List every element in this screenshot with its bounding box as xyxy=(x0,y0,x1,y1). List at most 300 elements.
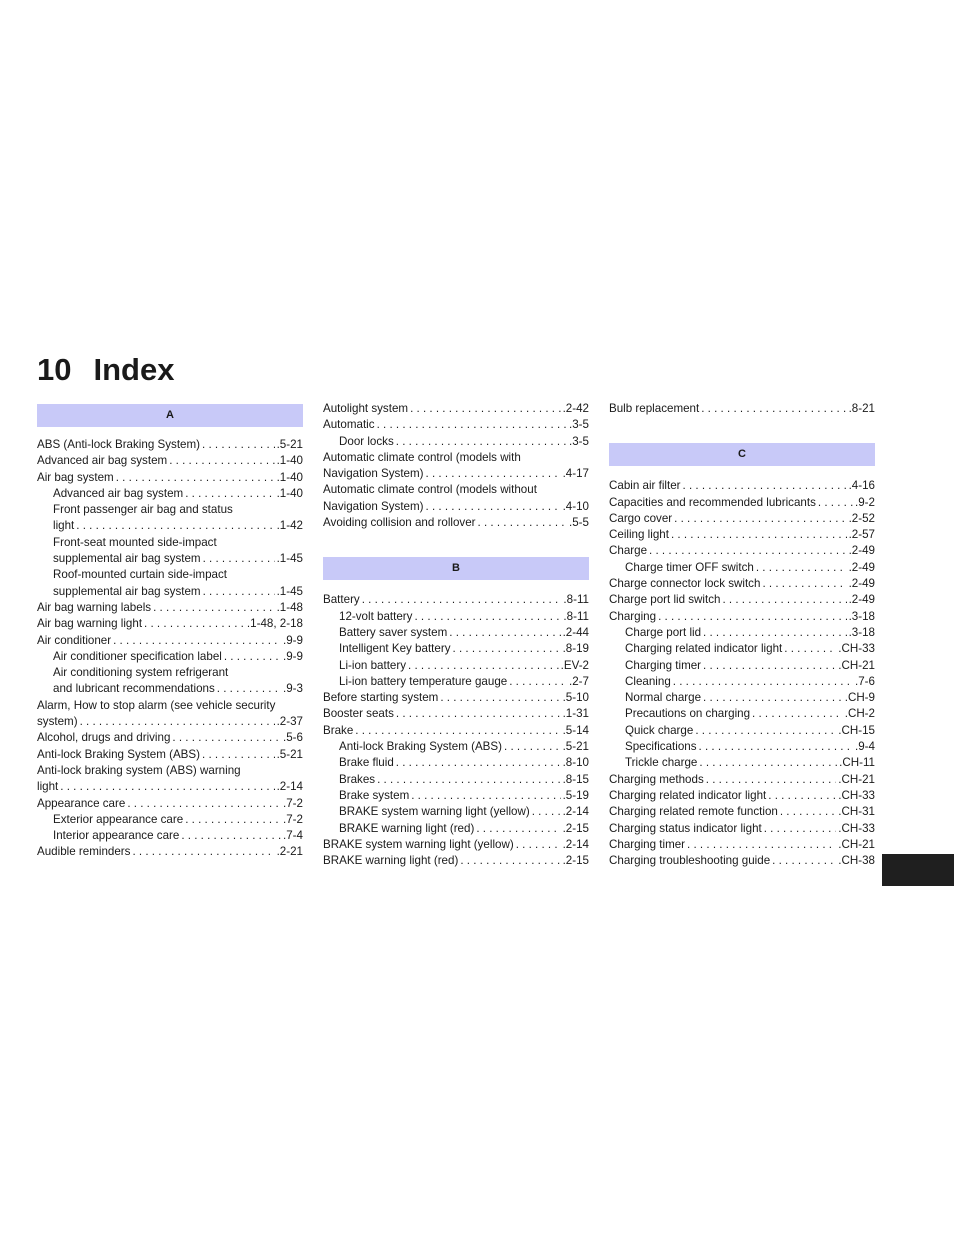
index-entry xyxy=(609,821,875,837)
dot-leader xyxy=(818,495,853,511)
page-reference: .8-19 xyxy=(562,642,589,656)
index-term: Brake xyxy=(323,723,354,737)
index-subentry xyxy=(37,502,303,535)
page-reference: .3-18 xyxy=(848,625,875,639)
index-entry xyxy=(609,495,875,511)
dot-leader xyxy=(449,625,560,641)
dot-leader xyxy=(703,690,843,706)
index-entry-line xyxy=(625,706,875,722)
page-reference: .1-40 xyxy=(276,486,303,500)
page-reference: .9-2 xyxy=(855,495,875,509)
index-entry xyxy=(37,437,303,453)
index-subentry xyxy=(609,658,875,674)
chapter-number: 10 xyxy=(37,352,72,387)
index-entry xyxy=(323,592,589,608)
dot-leader xyxy=(172,730,281,746)
page-reference: .4-17 xyxy=(562,467,589,481)
index-term: Battery saver system xyxy=(339,625,448,639)
index-term: Charging related remote function xyxy=(609,805,778,819)
page-reference: .5-14 xyxy=(562,723,589,737)
index-subentry xyxy=(37,665,303,698)
dot-leader xyxy=(202,437,275,453)
index-term: Booster seats xyxy=(323,707,394,721)
dot-leader xyxy=(116,470,275,486)
dot-leader xyxy=(132,844,274,860)
index-term: Appearance care xyxy=(37,796,126,810)
index-entry-line xyxy=(323,723,589,739)
page-reference: .EV-2 xyxy=(560,658,589,672)
index-entry xyxy=(609,804,875,820)
dot-leader xyxy=(504,739,561,755)
page-reference: .3-5 xyxy=(569,418,589,432)
index-term: system) xyxy=(37,715,78,729)
index-term: Bulb replacement xyxy=(609,402,700,415)
dot-leader xyxy=(203,551,275,567)
index-entry xyxy=(37,844,303,860)
index-entry-line xyxy=(339,434,589,450)
dot-leader xyxy=(396,706,561,722)
index-entry-line xyxy=(609,853,875,869)
index-entry xyxy=(609,788,875,804)
index-subentry xyxy=(323,658,589,674)
index-subentry xyxy=(609,723,875,739)
section-gap xyxy=(609,417,875,439)
dot-leader xyxy=(703,658,836,674)
index-subentry xyxy=(609,560,875,576)
dot-leader xyxy=(756,560,847,576)
index-entry-line xyxy=(53,551,303,567)
index-term: Brake fluid xyxy=(339,756,394,770)
section-header: A xyxy=(37,404,303,427)
index-term: supplemental air bag system xyxy=(53,584,201,598)
index-entry xyxy=(609,609,875,625)
index-entry xyxy=(609,592,875,608)
index-entry-line xyxy=(37,796,303,812)
dot-leader xyxy=(532,804,561,820)
page-reference: .4-10 xyxy=(562,499,589,513)
page-reference: .9-4 xyxy=(855,740,875,754)
index-entry-line xyxy=(323,690,589,706)
page-reference: .7-2 xyxy=(283,812,303,826)
index-term: Charging methods xyxy=(609,772,704,786)
index-subentry xyxy=(37,567,303,600)
index-term: Roof-mounted curtain side-impact xyxy=(53,568,227,582)
index-entry-line xyxy=(53,535,303,551)
index-entry-line xyxy=(609,837,875,853)
index-entry-line xyxy=(37,600,303,616)
page-reference: .8-15 xyxy=(562,772,589,786)
dot-leader xyxy=(780,804,836,820)
page-reference: .7-6 xyxy=(855,674,875,688)
index-entry-line xyxy=(339,609,589,625)
index-entry-line xyxy=(339,755,589,771)
page-reference: .1-48 xyxy=(276,600,303,614)
index-entry xyxy=(37,698,303,731)
index-entry-line xyxy=(609,478,875,494)
index-subentry xyxy=(609,690,875,706)
dot-leader xyxy=(217,681,281,697)
page-reference: .2-15 xyxy=(562,854,589,868)
dot-leader xyxy=(706,772,837,788)
index-entry-line xyxy=(609,804,875,820)
index-term: Air bag warning light xyxy=(37,617,143,631)
page-reference: .2-14 xyxy=(562,837,589,851)
dot-leader xyxy=(516,837,561,853)
index-term: Capacities and recommended lubricants xyxy=(609,495,816,509)
dot-leader xyxy=(202,747,275,763)
index-entry-line xyxy=(37,779,303,795)
dot-leader xyxy=(408,658,559,674)
dot-leader xyxy=(453,641,561,657)
dot-leader xyxy=(699,739,853,755)
index-term: Navigation System) xyxy=(323,467,424,481)
index-entry xyxy=(37,616,303,632)
page-reference: .CH-38 xyxy=(838,854,875,868)
index-entry-line xyxy=(339,772,589,788)
index-entry-line xyxy=(625,755,875,771)
page-reference: .3-18 xyxy=(848,609,875,623)
page-reference: .CH-2 xyxy=(844,707,875,721)
page-reference: .2-21 xyxy=(276,845,303,859)
index-entry xyxy=(323,515,589,531)
dot-leader xyxy=(784,641,836,657)
index-term: Charging timer xyxy=(625,658,702,672)
index-term: light xyxy=(53,519,75,533)
index-subentry xyxy=(323,821,589,837)
index-entry-line xyxy=(609,511,875,527)
page-reference: .CH-9 xyxy=(844,691,875,705)
index-term: Air bag warning labels xyxy=(37,600,152,614)
dot-leader xyxy=(169,453,274,469)
index-entry xyxy=(609,772,875,788)
page-reference: .CH-21 xyxy=(838,658,875,672)
page-reference: .1-40 xyxy=(276,470,303,484)
index-entry xyxy=(323,482,589,515)
dot-leader xyxy=(768,788,836,804)
page-reference: .2-49 xyxy=(848,593,875,607)
section-gap xyxy=(323,531,589,553)
index-entry-line xyxy=(339,658,589,674)
index-entry-line xyxy=(53,828,303,844)
page-reference: .1-42 xyxy=(276,519,303,533)
index-entry xyxy=(37,730,303,746)
index-term: ABS (Anti-lock Braking System) xyxy=(37,438,201,451)
index-term: and lubricant recommendations xyxy=(53,682,215,696)
index-term: BRAKE system warning light (yellow) xyxy=(339,805,530,819)
dot-leader xyxy=(460,853,560,869)
index-entry-line xyxy=(625,560,875,576)
index-term: Anti-lock Braking System (ABS) xyxy=(37,747,201,761)
dot-leader xyxy=(722,592,846,608)
index-entry xyxy=(609,837,875,853)
index-term: Specifications xyxy=(625,740,697,754)
dot-leader xyxy=(224,649,281,665)
index-term: Charging related indicator light xyxy=(625,642,783,656)
index-column-1 xyxy=(37,401,303,861)
index-column-2 xyxy=(323,401,589,869)
index-entry-line xyxy=(37,844,303,860)
index-term: Audible reminders xyxy=(37,845,131,859)
index-subentry xyxy=(37,486,303,502)
index-entry-line xyxy=(609,609,875,625)
index-entry-line xyxy=(37,714,303,730)
index-term: Normal charge xyxy=(625,691,702,705)
page-reference: .8-11 xyxy=(563,593,589,607)
index-term: Before starting system xyxy=(323,691,439,705)
index-subentry xyxy=(609,625,875,641)
index-entry-line xyxy=(323,466,589,482)
index-term: Charging xyxy=(609,609,657,623)
page-reference: .8-11 xyxy=(563,609,589,623)
index-entry xyxy=(609,576,875,592)
dot-leader xyxy=(203,584,275,600)
index-entry-line xyxy=(323,837,589,853)
index-term: Avoiding collision and rollover xyxy=(323,516,476,530)
page-reference: .CH-33 xyxy=(838,788,875,802)
index-entry-line xyxy=(53,584,303,600)
index-entry-line xyxy=(53,812,303,828)
index-term: Interior appearance care xyxy=(53,829,180,843)
index-subentry xyxy=(37,535,303,568)
chapter-tab-marker xyxy=(882,854,954,886)
index-entry xyxy=(323,723,589,739)
page-reference: .CH-21 xyxy=(838,837,875,851)
chapter-title xyxy=(37,352,174,388)
index-entry-line xyxy=(609,495,875,511)
dot-leader xyxy=(76,518,274,534)
index-term: Charging troubleshooting guide xyxy=(609,854,771,868)
index-entry-line xyxy=(339,739,589,755)
page-reference: .2-14 xyxy=(276,780,303,794)
dot-leader xyxy=(426,466,561,482)
index-entry-line xyxy=(53,649,303,665)
index-entry-line xyxy=(37,633,303,649)
index-entry-line xyxy=(625,690,875,706)
page-reference: .9-3 xyxy=(283,682,303,696)
index-subentry xyxy=(609,755,875,771)
index-entry-line xyxy=(609,576,875,592)
index-entry-line xyxy=(339,804,589,820)
index-entry xyxy=(609,478,875,494)
index-term: Trickle charge xyxy=(625,756,698,770)
index-entry xyxy=(323,837,589,853)
index-term: Charge connector lock switch xyxy=(609,577,761,591)
index-entry-line xyxy=(53,502,303,518)
dot-leader xyxy=(764,821,837,837)
section-header: B xyxy=(323,557,589,580)
index-term: Front passenger air bag and status xyxy=(53,503,233,517)
dot-leader xyxy=(658,609,847,625)
index-entry-line xyxy=(323,853,589,869)
index-entry-line xyxy=(323,515,589,531)
dot-leader xyxy=(673,674,853,690)
page-reference: .8-21 xyxy=(848,402,875,415)
dot-leader xyxy=(113,633,281,649)
index-term: Advanced air bag system xyxy=(53,486,184,500)
dot-leader xyxy=(414,609,561,625)
index-term: BRAKE system warning light (yellow) xyxy=(323,837,514,851)
index-entry-line xyxy=(37,730,303,746)
page-reference: .5-5 xyxy=(569,516,589,530)
index-subentry xyxy=(323,674,589,690)
index-entry xyxy=(323,417,589,433)
index-entry xyxy=(37,600,303,616)
index-term: Charging status indicator light xyxy=(609,821,762,835)
index-term: 12-volt battery xyxy=(339,609,413,623)
index-entry xyxy=(323,690,589,706)
page-reference: .5-21 xyxy=(276,438,303,451)
dot-leader xyxy=(181,828,281,844)
dot-leader xyxy=(701,401,846,417)
index-term: Air conditioner specification label xyxy=(53,649,222,663)
page-reference: .5-21 xyxy=(276,747,303,761)
index-term: Intelligent Key battery xyxy=(339,642,451,656)
index-term: BRAKE warning light (red) xyxy=(339,821,475,835)
index-term: Anti-lock braking system (ABS) warning xyxy=(37,763,241,777)
dot-leader xyxy=(762,576,846,592)
page-reference: .2-37 xyxy=(276,715,303,729)
index-entry xyxy=(609,543,875,559)
index-entry-line xyxy=(339,674,589,690)
index-term: light xyxy=(37,780,59,794)
index-subentry xyxy=(609,739,875,755)
dot-leader xyxy=(60,779,274,795)
index-entry-line xyxy=(625,723,875,739)
dot-leader xyxy=(362,592,562,608)
page-reference: .8-10 xyxy=(562,756,589,770)
index-entry-line xyxy=(323,592,589,608)
page-reference: .2-52 xyxy=(848,511,875,525)
index-entry-line xyxy=(53,518,303,534)
index-entry-line xyxy=(609,527,875,543)
index-term: Charge port lid switch xyxy=(609,593,721,607)
index-entry-line xyxy=(37,453,303,469)
index-entry-line xyxy=(37,698,303,714)
index-term: Charging timer xyxy=(609,837,686,851)
page-reference: .2-49 xyxy=(848,544,875,558)
index-entry-line xyxy=(609,543,875,559)
index-entry-line xyxy=(323,499,589,515)
page-reference: .CH-31 xyxy=(838,805,875,819)
index-term: Air conditioning system refrigerant xyxy=(53,666,229,680)
index-term: Charge xyxy=(609,544,648,558)
dot-leader xyxy=(377,417,567,433)
index-term: BRAKE warning light (red) xyxy=(323,854,459,868)
index-subentry xyxy=(37,828,303,844)
index-term: Front-seat mounted side-impact xyxy=(53,535,217,549)
dot-leader xyxy=(440,690,560,706)
section-header: C xyxy=(609,443,875,466)
dot-leader xyxy=(410,401,561,417)
dot-leader xyxy=(476,821,560,837)
index-term: Autolight system xyxy=(323,402,409,415)
dot-leader xyxy=(752,706,843,722)
page-reference: .5-6 xyxy=(283,731,303,745)
dot-leader xyxy=(699,755,837,771)
index-entry-line xyxy=(323,417,589,433)
index-term: Air bag system xyxy=(37,470,114,484)
page-reference: .CH-33 xyxy=(838,821,875,835)
index-term: Alarm, How to stop alarm (see vehicle security xyxy=(37,698,276,712)
page-reference: .9-9 xyxy=(283,633,303,647)
dot-leader xyxy=(185,486,274,502)
page-reference: .CH-15 xyxy=(838,723,875,737)
index-entry xyxy=(323,450,589,483)
index-entry xyxy=(609,853,875,869)
index-subentry xyxy=(609,674,875,690)
dot-leader xyxy=(396,755,561,771)
index-entry-line xyxy=(53,567,303,583)
index-entry-line xyxy=(339,821,589,837)
page-reference: .CH-21 xyxy=(838,772,875,786)
index-term: Battery xyxy=(323,593,360,607)
index-term: Charge port lid xyxy=(625,625,702,639)
page-reference: .1-45 xyxy=(276,584,303,598)
index-entry-line xyxy=(625,625,875,641)
index-term: Air conditioner xyxy=(37,633,112,647)
index-term: Cabin air filter xyxy=(609,479,681,493)
page-reference: .3-5 xyxy=(569,434,589,448)
index-subentry xyxy=(37,812,303,828)
index-entry-line xyxy=(37,616,303,632)
index-entry xyxy=(37,470,303,486)
index-term: Precautions on charging xyxy=(625,707,751,721)
index-entry xyxy=(323,853,589,869)
page-reference: .1-45 xyxy=(276,552,303,566)
index-term: Brake system xyxy=(339,788,410,802)
index-term: Ceiling light xyxy=(609,528,669,542)
index-column-3 xyxy=(609,401,875,869)
index-entry-line xyxy=(625,739,875,755)
index-entry-line xyxy=(53,486,303,502)
page-reference: .2-57 xyxy=(848,528,875,542)
dot-leader xyxy=(671,527,847,543)
index-term: Cleaning xyxy=(625,674,671,688)
index-subentry xyxy=(323,755,589,771)
dot-leader xyxy=(411,788,560,804)
index-term: Advanced air bag system xyxy=(37,454,168,468)
index-term: Navigation System) xyxy=(323,499,424,513)
index-entry-line xyxy=(339,788,589,804)
dot-leader xyxy=(144,616,245,632)
index-subentry xyxy=(323,739,589,755)
index-entry xyxy=(37,453,303,469)
index-subentry xyxy=(609,641,875,657)
page-reference: .5-10 xyxy=(562,691,589,705)
dot-leader xyxy=(80,714,275,730)
dot-leader xyxy=(683,478,847,494)
index-entry xyxy=(609,527,875,543)
index-term: Alcohol, drugs and driving xyxy=(37,731,171,745)
index-entry xyxy=(609,511,875,527)
dot-leader xyxy=(377,772,560,788)
index-entry-line xyxy=(625,641,875,657)
dot-leader xyxy=(153,600,274,616)
index-term: Automatic climate control (models with xyxy=(323,450,521,464)
index-term: Cargo cover xyxy=(609,511,673,525)
page-reference: .7-2 xyxy=(283,796,303,810)
index-term: Door locks xyxy=(339,434,394,448)
page-reference: .CH-11 xyxy=(839,756,875,770)
index-entry-line xyxy=(53,681,303,697)
index-term: supplemental air bag system xyxy=(53,552,201,566)
index-entry xyxy=(323,706,589,722)
page-reference: .2-42 xyxy=(562,402,589,415)
index-subentry xyxy=(609,706,875,722)
index-subentry xyxy=(323,772,589,788)
page-reference: .2-49 xyxy=(848,577,875,591)
dot-leader xyxy=(396,434,567,450)
